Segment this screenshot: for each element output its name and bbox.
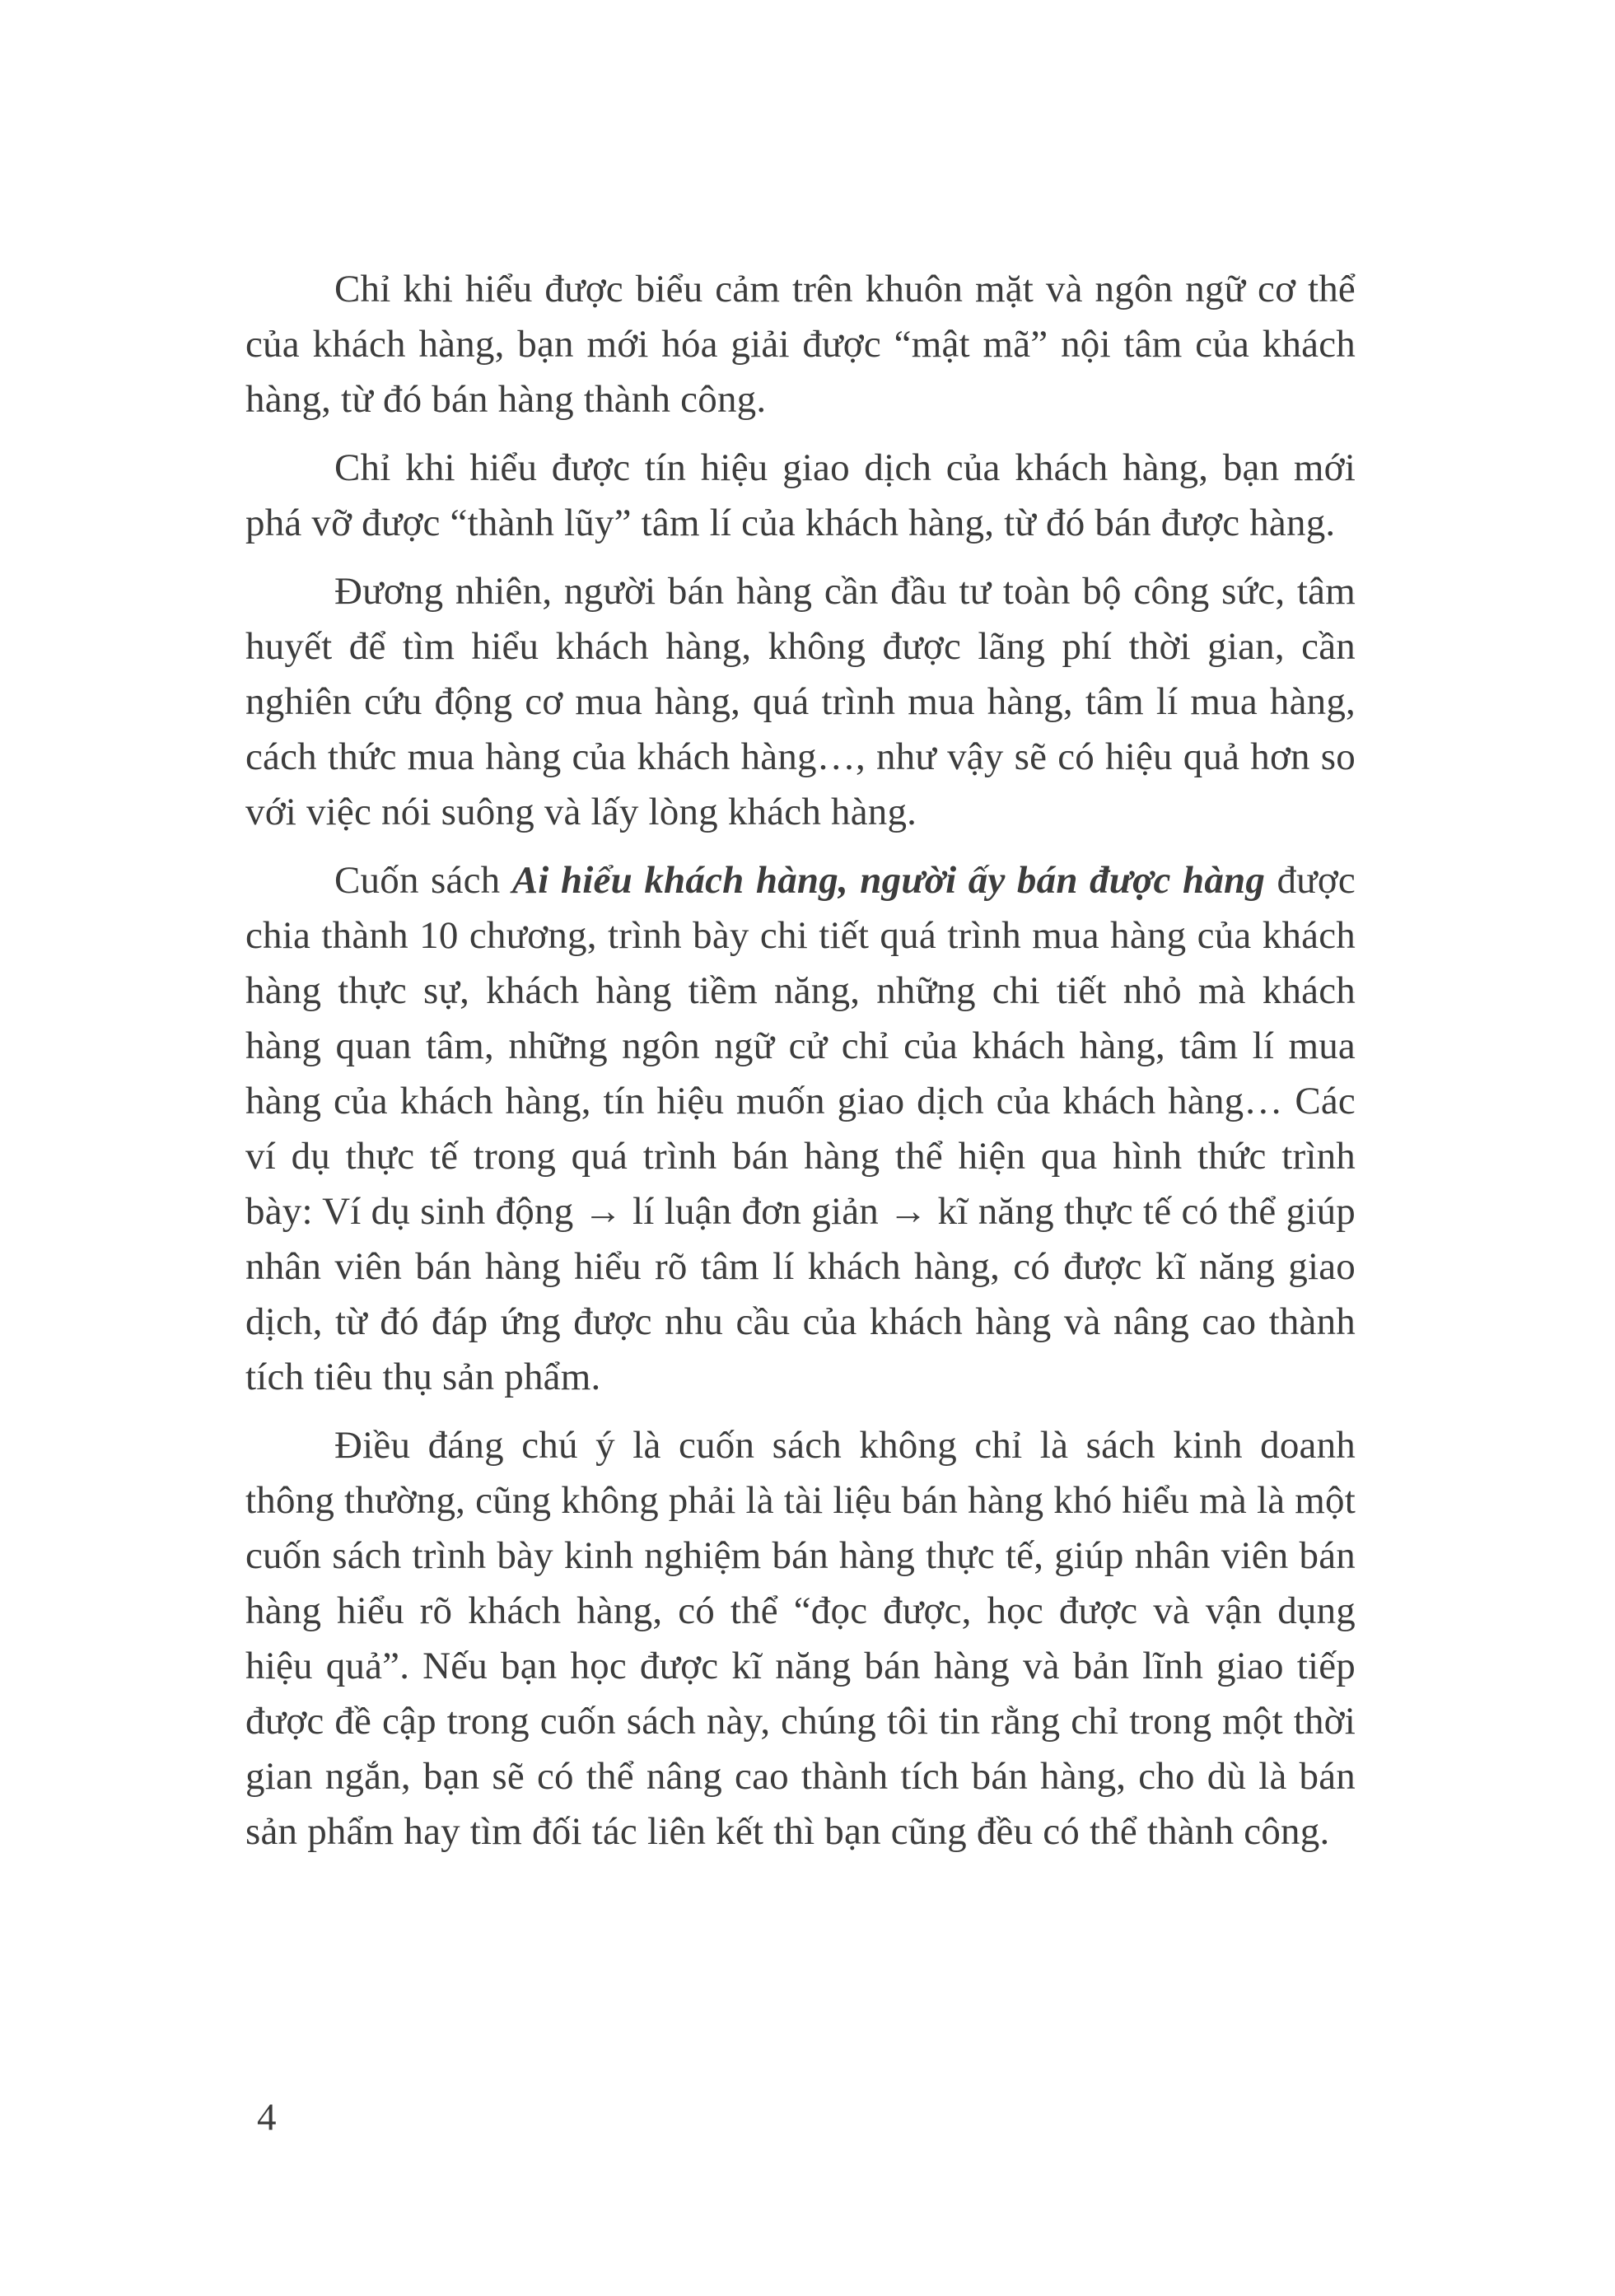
paragraph bbox=[245, 1418, 1356, 1860]
page-number: 4 bbox=[257, 2096, 277, 2139]
paragraph bbox=[245, 262, 1356, 427]
paragraph bbox=[245, 564, 1356, 840]
text-segment: Điều đáng chú ý là cuốn sách không chỉ là sách kinh doanh thông thường, cũng không phải là tài liệu bán hàng khó hiểu mà là một cuốn sách trình bày kinh nghiệm bán hàng thực tế, giúp nhân viên bán hàng hiểu rõ khách hàng, có thể “đọc được, học được và vận dụng hiệu quả”. Nếu bạn học được kĩ năng bán hàng và bản lĩnh giao tiếp được đề cập trong cuốn sách này, chúng tôi tin rằng chỉ trong một thời gian ngắn, bạn sẽ có thể nâng cao thành tích bán hàng, cho dù là bán sản phẩm hay tìm đối tác liên kết thì bạn cũng đều có thể thành công. bbox=[245, 1424, 1356, 1853]
paragraph bbox=[245, 853, 1356, 1405]
text-segment: được chia thành 10 chương, trình bày chi tiết quá trình mua hàng của khách hàng thực sự, khách hàng tiềm năng, những chi tiết nhỏ mà khách hàng quan tâm, những ngôn ngữ cử chỉ của khách hàng, tâm lí mua hàng của khách hàng, tín hiệu muốn giao dịch của khách hàng… Các ví dụ thực tế trong quá trình bán hàng thể hiện qua hình thức trình bày: Ví dụ sinh động → lí luận đơn giản → kĩ năng thực tế có thể giúp nhân viên bán hàng hiểu rõ tâm lí khách hàng, có được kĩ năng giao dịch, từ đó đáp ứng được nhu cầu của khách hàng và nâng cao thành tích tiêu thụ sản phẩm. bbox=[245, 859, 1356, 1398]
text-segment: Cuốn sách bbox=[334, 859, 512, 902]
paragraph bbox=[245, 441, 1356, 551]
text-segment: Đương nhiên, người bán hàng cần đầu tư toàn bộ công sức, tâm huyết để tìm hiểu khách hàng, không được lãng phí thời gian, cần nghiên cứu động cơ mua hàng, quá trình mua hàng, tâm lí mua hàng, cách thức mua hàng của khách hàng…, như vậy sẽ có hiệu quả hơn so với việc nói suông và lấy lòng khách hàng. bbox=[245, 570, 1356, 833]
page-body bbox=[245, 262, 1356, 1860]
book-title-emphasis: Ai hiểu khách hàng, người ấy bán được hàng bbox=[511, 859, 1266, 902]
text-segment: Chỉ khi hiểu được biểu cảm trên khuôn mặt và ngôn ngữ cơ thể của khách hàng, bạn mới hóa giải được “mật mã” nội tâm của khách hàng, từ đó bán hàng thành công. bbox=[245, 268, 1356, 421]
text-segment: Chỉ khi hiểu được tín hiệu giao dịch của khách hàng, bạn mới phá vỡ được “thành lũy” tâm lí của khách hàng, từ đó bán được hàng. bbox=[245, 446, 1356, 544]
